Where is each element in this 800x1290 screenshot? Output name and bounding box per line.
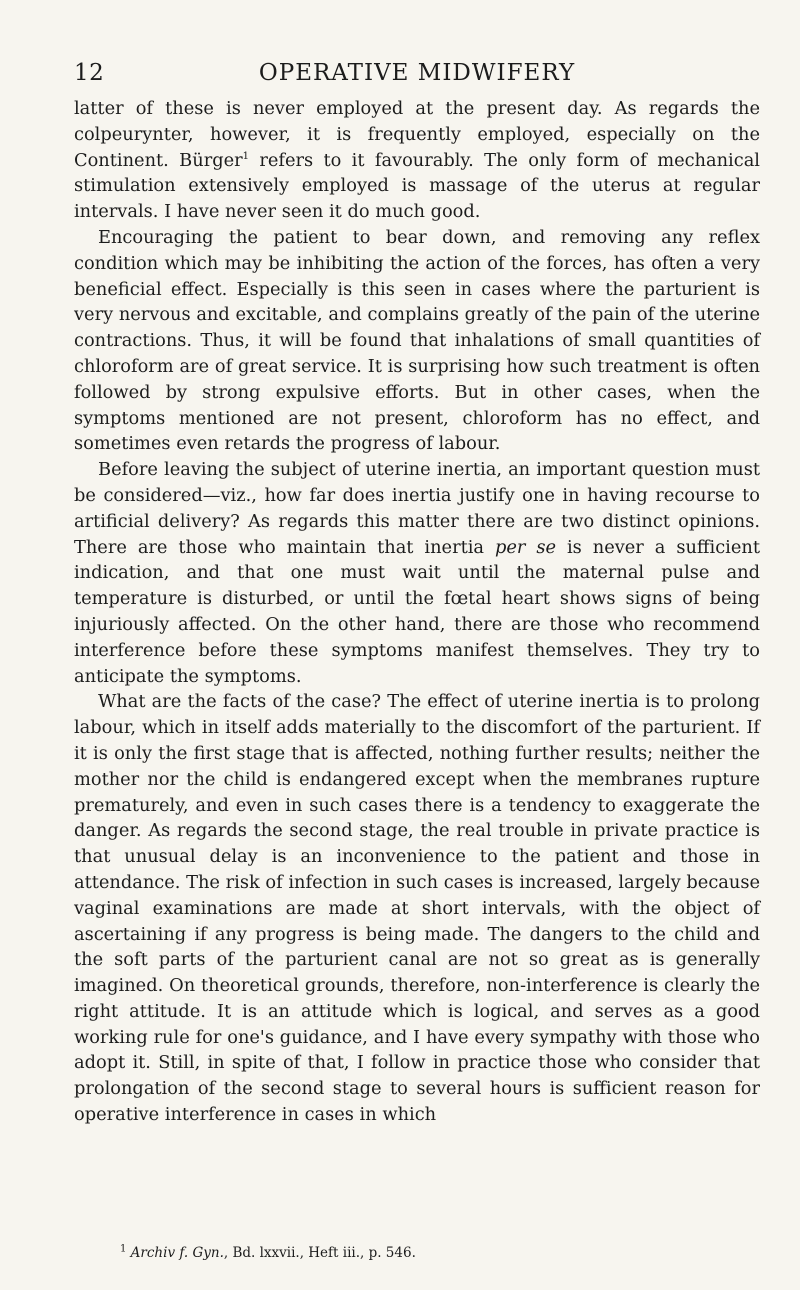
- footnote-reference: 1: [242, 150, 249, 162]
- page-number: 12: [74, 60, 105, 86]
- footnote: [120, 1244, 760, 1262]
- paragraph-3-part-a: Before leaving the subject of uterine inertia, an important question must be considered—viz., how far does inertia justify one in having recourse to artificial delivery? As regards this matter there are two distinct opinions. There are those who maintain that inertia: [74, 459, 760, 558]
- paragraph-1: [74, 96, 760, 225]
- paragraph-2: Encouraging the patient to bear down, and removing any reflex condition which may be inhibiting the action of the forces, has often a very beneficial effect. Especially is this seen in cases where the parturient is very nervous and excitable, and complains greatly of the pain of the uterine contractions. Thus, it will be found that inhalations of small quantities of chloroform are of great service. It is surprising how such treatment is often followed by strong expulsive efforts. But in other cases, when the symptoms mentioned are not present, chloroform has no effect, and sometimes even retards the progress of labour.: [74, 226, 760, 455]
- paragraph-4: What are the facts of the case? The effect of uterine inertia is to prolong labour, which in itself adds materially to the discomfort of the parturient. If it is only the first stage that is affected, nothing further results; neither the mother nor the child is endangered except when the membranes rupture prematurely, and even in such cases there is a tendency to exaggerate the danger. As regards the second stage, the real trouble in private practice is that unusual delay is an inconvenience to the patient and those in attendance. The risk of infection in such cases is increased, largely because vaginal examinations are made at short intervals, with the object of ascertaining if any progress is being made. The dangers to the child and the soft parts of the parturient canal are not so great as is generally imagined. On theoretical grounds, therefore, non-interference is clearly the right attitude. It is an attitude which is logical, and serves as a good working rule for one's guidance, and I have every sympathy with those who adopt it. Still, in spite of that, I follow in practice those who consider that prolongation of the second stage to several hours is sufficient reason for operative interference in cases in which: [74, 691, 760, 1126]
- body-text: [74, 96, 760, 1128]
- italic-per-se: per se: [494, 536, 557, 558]
- running-title: OPERATIVE MIDWIFERY: [258, 60, 576, 86]
- footnote-citation: , Bd. lxxvii., Heft iii., p. 546.: [223, 1245, 416, 1261]
- footnote-source: Archiv f. Gyn.: [130, 1245, 224, 1261]
- page-header: [74, 60, 760, 90]
- paragraph-1-part-b: refers to it favourably. The only form of mechanical stimulation extensively employed is massage of the uterus at regular intervals. I have never seen it do much good.: [74, 149, 760, 223]
- paragraph-3-part-b: is never a sufficient indication, and that one must wait until the maternal pulse and temperature is disturbed, or until the fœtal heart shows signs of being injuriously affected. On the other hand, there are those who recommend interference before these symptoms manifest themselves. They try to anticipate the symptoms.: [74, 536, 760, 687]
- paragraph-3: [74, 457, 760, 689]
- footnote-marker: 1: [120, 1243, 127, 1255]
- paragraph-1-part-a: latter of these is never employed at the present day. As regards the colpeurynter, however, it is frequently employed, especially on the Continent. Bürger: [74, 98, 760, 171]
